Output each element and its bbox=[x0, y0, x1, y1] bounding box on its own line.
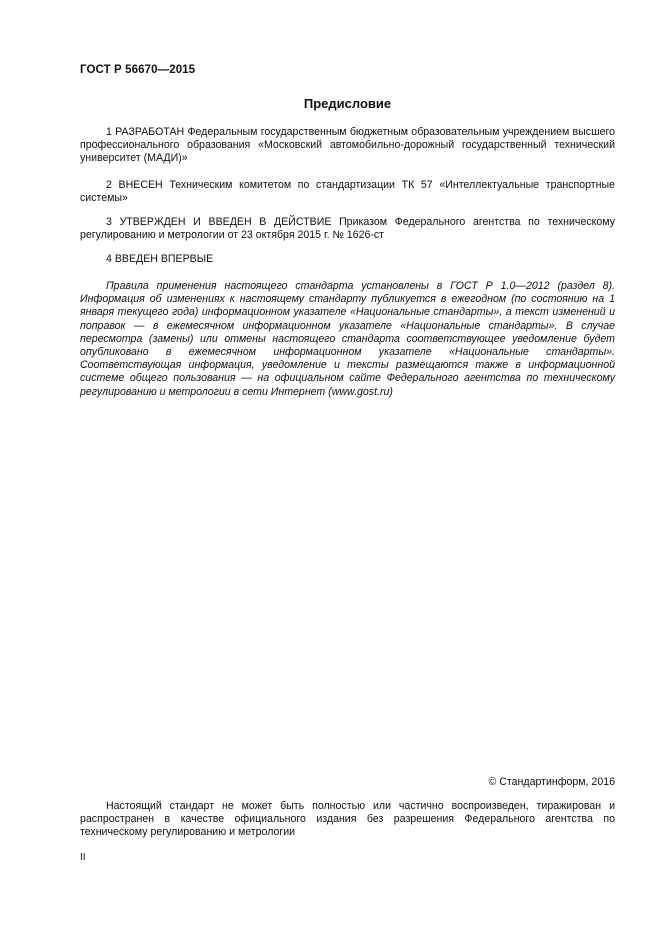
paragraph-approved: 3 УТВЕРЖДЕН И ВВЕДЕН В ДЕЙСТВИЕ Приказом Федерального агентства по техническому регулированию и метрологии от 23 октября 2015 г. № 1626-ст bbox=[80, 216, 615, 242]
paragraph-developed-by: 1 РАЗРАБОТАН Федеральным государственным бюджетным образовательным учреждением высшего профессионального образования «Московский автомобильно-дорожный государственный технический университет (МАДИ)» bbox=[80, 126, 615, 165]
paragraph-submitted-by: 2 ВНЕСЕН Техническим комитетом по стандартизации ТК 57 «Интеллектуальные транспортные системы» bbox=[80, 179, 615, 205]
document-code: ГОСТ Р 56670—2015 bbox=[80, 64, 196, 76]
paragraph-introduced-first: 4 ВВЕДЕН ВПЕРВЫЕ bbox=[106, 253, 214, 265]
copyright-line: © Стандартинформ, 2016 bbox=[488, 776, 615, 788]
reproduction-notice: Настоящий стандарт не может быть полностью или частично воспроизведен, тиражирован и распространен в качестве официального издания без разрешения Федерального агентства по техническому регулированию и метрологии bbox=[80, 800, 615, 839]
page-title: Предисловие bbox=[303, 96, 392, 111]
rules-of-application-note: Правила применения настоящего стандарта установлены в ГОСТ Р 1.0—2012 (раздел 8). Информация об изменениях к настоящему стандарту публикуется в ежегодном (по состоянию на 1 января текущего года) информационном указателе «Национальные стандарты», а текст изменений и поправок — в ежемесячном информационном указателе «Национальные стандарты». В случае пересмотра (замены) или отмены настоящего стандарта соответствующее уведомление будет опубликовано в ежемесячном информационном указателе «Национальные стандарты». Соответствующая информация, уведомление и тексты размещаются также в информационной системе общего пользования — на официальном сайте Федерального агентства по техническому регулированию и метрологии в сети Интернет (www.gost.ru) bbox=[80, 280, 615, 398]
page-number: II bbox=[80, 852, 86, 863]
